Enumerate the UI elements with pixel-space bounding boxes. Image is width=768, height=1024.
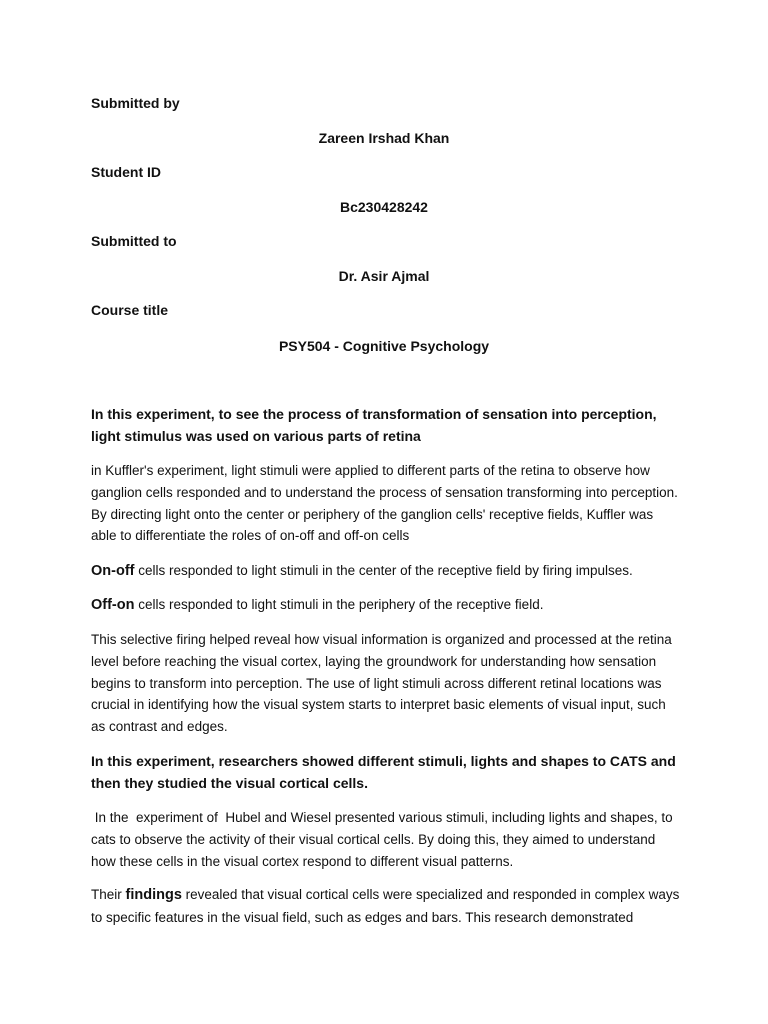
findings-text: revealed that visual cortical cells were specialized and responded in complex ways to specific features in the visual field, such as edges and bars. This research demonstrated <box>91 887 680 925</box>
on-off-text: cells responded to light stimuli in the center of the receptive field by firing impulses. <box>134 563 633 578</box>
section-2-heading: In this experiment, researchers showed different stimuli, lights and shapes to CATS and then they studied the visual cortical cells. <box>91 753 676 791</box>
findings-paragraph <box>91 884 681 929</box>
student-id-value: Bc230428242 <box>340 199 428 215</box>
submitted-to-label: Submitted to <box>91 233 177 249</box>
off-on-paragraph <box>91 594 681 617</box>
course-title-value: PSY504 - Cognitive Psychology <box>278 338 490 354</box>
submitted-by-value: Zareen Irshad Khan <box>318 130 450 146</box>
kuffler-paragraph: in Kuffler's experiment, light stimuli were applied to different parts of the retina to observe how ganglion cells responded and to understand the process of sensation transforming into perception. By directing light onto the center or periphery of the ganglion cells' receptive fields, Kuffler was able to differentiate the roles of on-off and off-on cells <box>91 463 678 544</box>
submitted-by-label: Submitted by <box>91 95 180 111</box>
hubel-wiesel-paragraph: In the experiment of Hubel and Wiesel presented various stimuli, including lights and shapes, to cats to observe the activity of their visual cortical cells. By doing this, they aimed to understand how these cells in the visual cortex respond to different visual patterns. <box>91 810 677 869</box>
on-off-paragraph <box>91 560 681 583</box>
findings-term: findings <box>125 887 182 903</box>
retina-paragraph: This selective firing helped reveal how visual information is organized and processed at the retina level before reaching the visual cortex, laying the groundwork for understanding how sensation begins to transform into perception. The use of light stimuli across different retinal locations was crucial in identifying how the visual system starts to interpret basic elements of visual input, such as contrast and edges. <box>91 632 672 735</box>
on-off-term: On-off <box>91 563 135 579</box>
submitted-to-value: Dr. Asir Ajmal <box>338 268 430 284</box>
course-title-label: Course title <box>91 302 169 318</box>
section-1-heading: In this experiment, to see the process of transformation of sensation into perception, light stimulus was used on various parts of retina <box>91 406 657 444</box>
off-on-text: cells responded to light stimuli in the periphery of the receptive field. <box>134 597 544 612</box>
off-on-term: Off-on <box>91 597 135 613</box>
student-id-label: Student ID <box>91 164 161 180</box>
findings-prefix: Their <box>91 887 126 902</box>
